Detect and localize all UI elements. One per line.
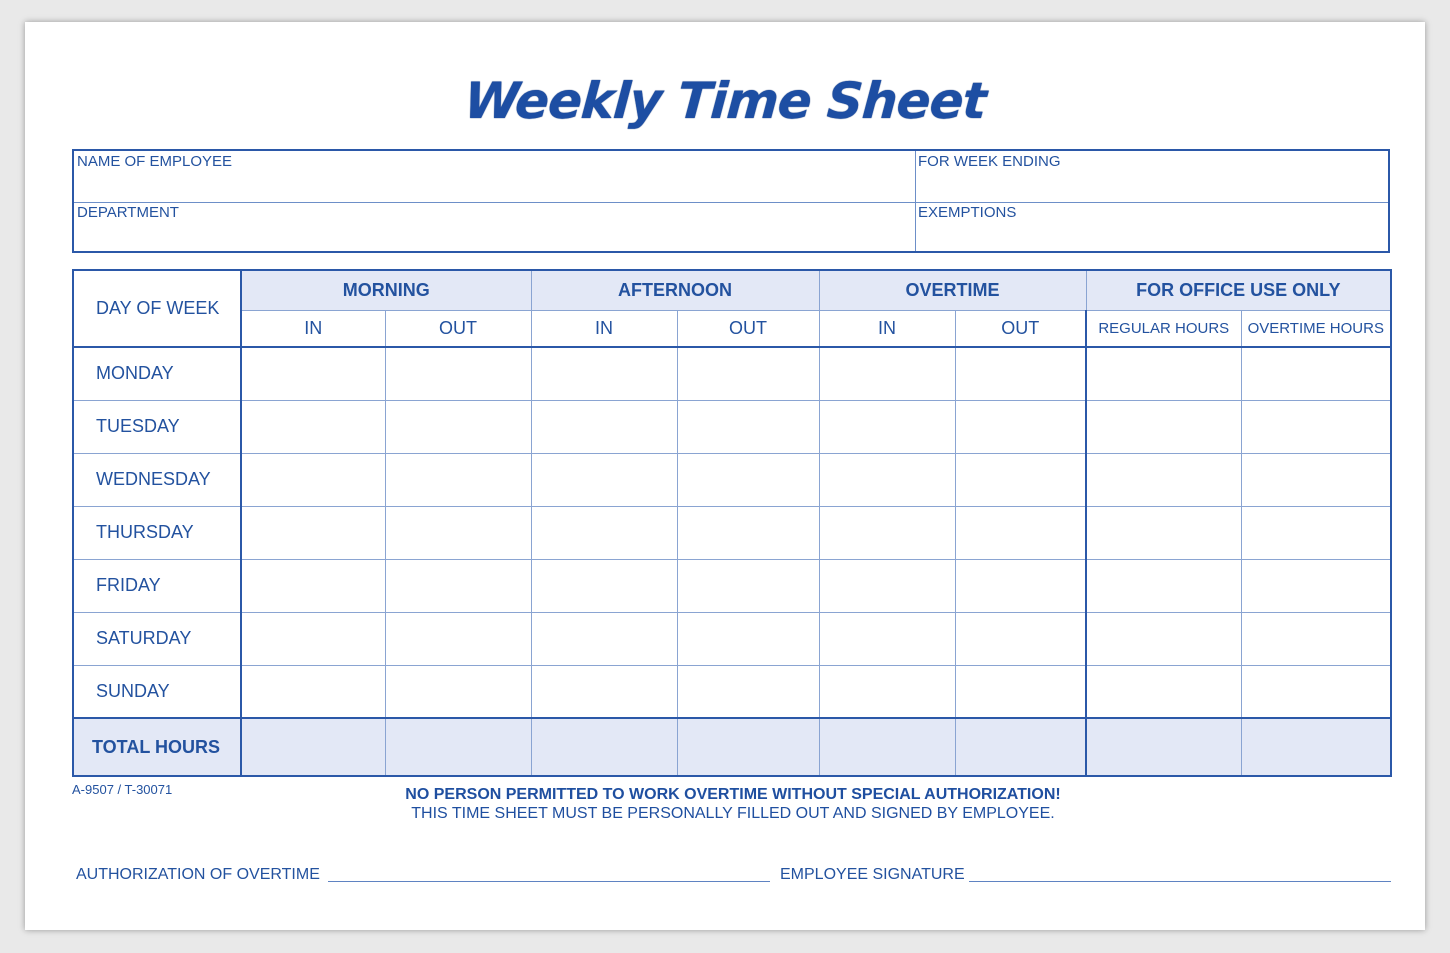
- overtime-hours-cell[interactable]: [1241, 453, 1391, 506]
- afternoon-out-cell[interactable]: [677, 347, 819, 400]
- overtime-hours-cell[interactable]: [1241, 559, 1391, 612]
- overtime-out-cell[interactable]: [955, 559, 1086, 612]
- morning-header: MORNING: [241, 270, 531, 310]
- regular-hours-cell[interactable]: [1086, 612, 1241, 665]
- morning-out-cell[interactable]: [385, 506, 531, 559]
- department-label: DEPARTMENT: [77, 204, 179, 221]
- afternoon-out-cell[interactable]: [677, 400, 819, 453]
- total-morning-in-cell[interactable]: [241, 718, 385, 776]
- day-label: FRIDAY: [73, 559, 241, 612]
- overtime-hours-cell[interactable]: [1241, 612, 1391, 665]
- exemptions-label: EXEMPTIONS: [918, 204, 1017, 221]
- overtime-in-cell[interactable]: [819, 347, 955, 400]
- regular-hours-cell[interactable]: [1086, 506, 1241, 559]
- afternoon-in-cell[interactable]: [531, 559, 677, 612]
- overtime-in-cell[interactable]: [819, 612, 955, 665]
- total-overtime-hours-cell[interactable]: [1241, 718, 1391, 776]
- afternoon-out-cell[interactable]: [677, 453, 819, 506]
- afternoon-header: AFTERNOON: [531, 270, 819, 310]
- regular-hours-header: REGULAR HOURS: [1086, 310, 1241, 347]
- morning-in-cell[interactable]: [241, 665, 385, 718]
- total-afternoon-out-cell[interactable]: [677, 718, 819, 776]
- day-label: THURSDAY: [73, 506, 241, 559]
- regular-hours-cell[interactable]: [1086, 665, 1241, 718]
- overtime-in-header: IN: [819, 310, 955, 347]
- afternoon-out-cell[interactable]: [677, 665, 819, 718]
- afternoon-in-cell[interactable]: [531, 506, 677, 559]
- overtime-in-cell[interactable]: [819, 559, 955, 612]
- table-row: [73, 559, 1391, 612]
- morning-out-cell[interactable]: [385, 347, 531, 400]
- employee-name-label: NAME OF EMPLOYEE: [77, 153, 233, 170]
- morning-in-cell[interactable]: [241, 347, 385, 400]
- afternoon-in-cell[interactable]: [531, 612, 677, 665]
- day-label: WEDNESDAY: [73, 453, 241, 506]
- total-afternoon-in-cell[interactable]: [531, 718, 677, 776]
- overtime-out-cell[interactable]: [955, 506, 1086, 559]
- morning-out-cell[interactable]: [385, 612, 531, 665]
- day-label: MONDAY: [73, 347, 241, 400]
- total-overtime-in-cell[interactable]: [819, 718, 955, 776]
- department-field[interactable]: [74, 202, 915, 253]
- total-regular-hours-cell[interactable]: [1086, 718, 1241, 776]
- morning-out-cell[interactable]: [385, 559, 531, 612]
- afternoon-in-cell[interactable]: [531, 347, 677, 400]
- day-label: SATURDAY: [73, 612, 241, 665]
- overtime-header: OVERTIME: [819, 270, 1086, 310]
- total-hours-label: TOTAL HOURS: [73, 718, 241, 776]
- employee-signature-line[interactable]: [969, 881, 1391, 882]
- overtime-hours-header: OVERTIME HOURS: [1241, 310, 1391, 347]
- day-label: TUESDAY: [73, 400, 241, 453]
- page-title: Weekly Time Sheet: [462, 72, 988, 130]
- total-morning-out-cell[interactable]: [385, 718, 531, 776]
- regular-hours-cell[interactable]: [1086, 453, 1241, 506]
- afternoon-in-cell[interactable]: [531, 400, 677, 453]
- overtime-hours-cell[interactable]: [1241, 665, 1391, 718]
- morning-in-header: IN: [241, 310, 385, 347]
- exemptions-field[interactable]: [915, 202, 1388, 253]
- table-row: [73, 612, 1391, 665]
- morning-in-cell[interactable]: [241, 559, 385, 612]
- overtime-out-cell[interactable]: [955, 400, 1086, 453]
- employee-name-field[interactable]: [74, 151, 915, 202]
- morning-out-cell[interactable]: [385, 665, 531, 718]
- afternoon-out-header: OUT: [677, 310, 819, 347]
- overtime-in-cell[interactable]: [819, 453, 955, 506]
- morning-in-cell[interactable]: [241, 612, 385, 665]
- regular-hours-cell[interactable]: [1086, 400, 1241, 453]
- employee-info-box: [72, 149, 1390, 253]
- morning-in-cell[interactable]: [241, 400, 385, 453]
- overtime-out-cell[interactable]: [955, 665, 1086, 718]
- overtime-out-cell[interactable]: [955, 453, 1086, 506]
- afternoon-out-cell[interactable]: [677, 559, 819, 612]
- signature-notice: THIS TIME SHEET MUST BE PERSONALLY FILLED OUT AND SIGNED BY EMPLOYEE.: [411, 805, 1055, 822]
- overtime-hours-cell[interactable]: [1241, 347, 1391, 400]
- overtime-out-cell[interactable]: [955, 347, 1086, 400]
- overtime-hours-cell[interactable]: [1241, 400, 1391, 453]
- afternoon-in-header: IN: [531, 310, 677, 347]
- authorization-label: AUTHORIZATION OF OVERTIME: [76, 866, 320, 883]
- morning-in-cell[interactable]: [241, 506, 385, 559]
- form-code: A-9507 / T-30071: [72, 782, 173, 797]
- afternoon-in-cell[interactable]: [531, 665, 677, 718]
- overtime-in-cell[interactable]: [819, 506, 955, 559]
- total-overtime-out-cell[interactable]: [955, 718, 1086, 776]
- overtime-in-cell[interactable]: [819, 400, 955, 453]
- table-row: [73, 453, 1391, 506]
- week-ending-label: FOR WEEK ENDING: [918, 153, 1061, 170]
- table-row: [73, 665, 1391, 718]
- afternoon-out-cell[interactable]: [677, 612, 819, 665]
- regular-hours-cell[interactable]: [1086, 559, 1241, 612]
- week-ending-field[interactable]: [915, 151, 1388, 202]
- afternoon-out-cell[interactable]: [677, 506, 819, 559]
- overtime-out-header: OUT: [955, 310, 1086, 347]
- morning-out-cell[interactable]: [385, 453, 531, 506]
- regular-hours-cell[interactable]: [1086, 347, 1241, 400]
- overtime-in-cell[interactable]: [819, 665, 955, 718]
- afternoon-in-cell[interactable]: [531, 453, 677, 506]
- day-of-week-header: DAY OF WEEK: [73, 270, 241, 347]
- table-row: [73, 506, 1391, 559]
- employee-signature-label: EMPLOYEE SIGNATURE: [780, 866, 965, 883]
- morning-out-cell[interactable]: [385, 400, 531, 453]
- overtime-out-cell[interactable]: [955, 612, 1086, 665]
- day-label: SUNDAY: [73, 665, 241, 718]
- time-table: [72, 269, 1392, 777]
- morning-out-header: OUT: [385, 310, 531, 347]
- table-row: [73, 400, 1391, 453]
- overtime-notice: NO PERSON PERMITTED TO WORK OVERTIME WITHOUT SPECIAL AUTHORIZATION!: [405, 786, 1061, 803]
- table-row: [73, 347, 1391, 400]
- overtime-hours-cell[interactable]: [1241, 506, 1391, 559]
- morning-in-cell[interactable]: [241, 453, 385, 506]
- authorization-signature-line[interactable]: [328, 881, 770, 882]
- office-use-header: FOR OFFICE USE ONLY: [1086, 270, 1391, 310]
